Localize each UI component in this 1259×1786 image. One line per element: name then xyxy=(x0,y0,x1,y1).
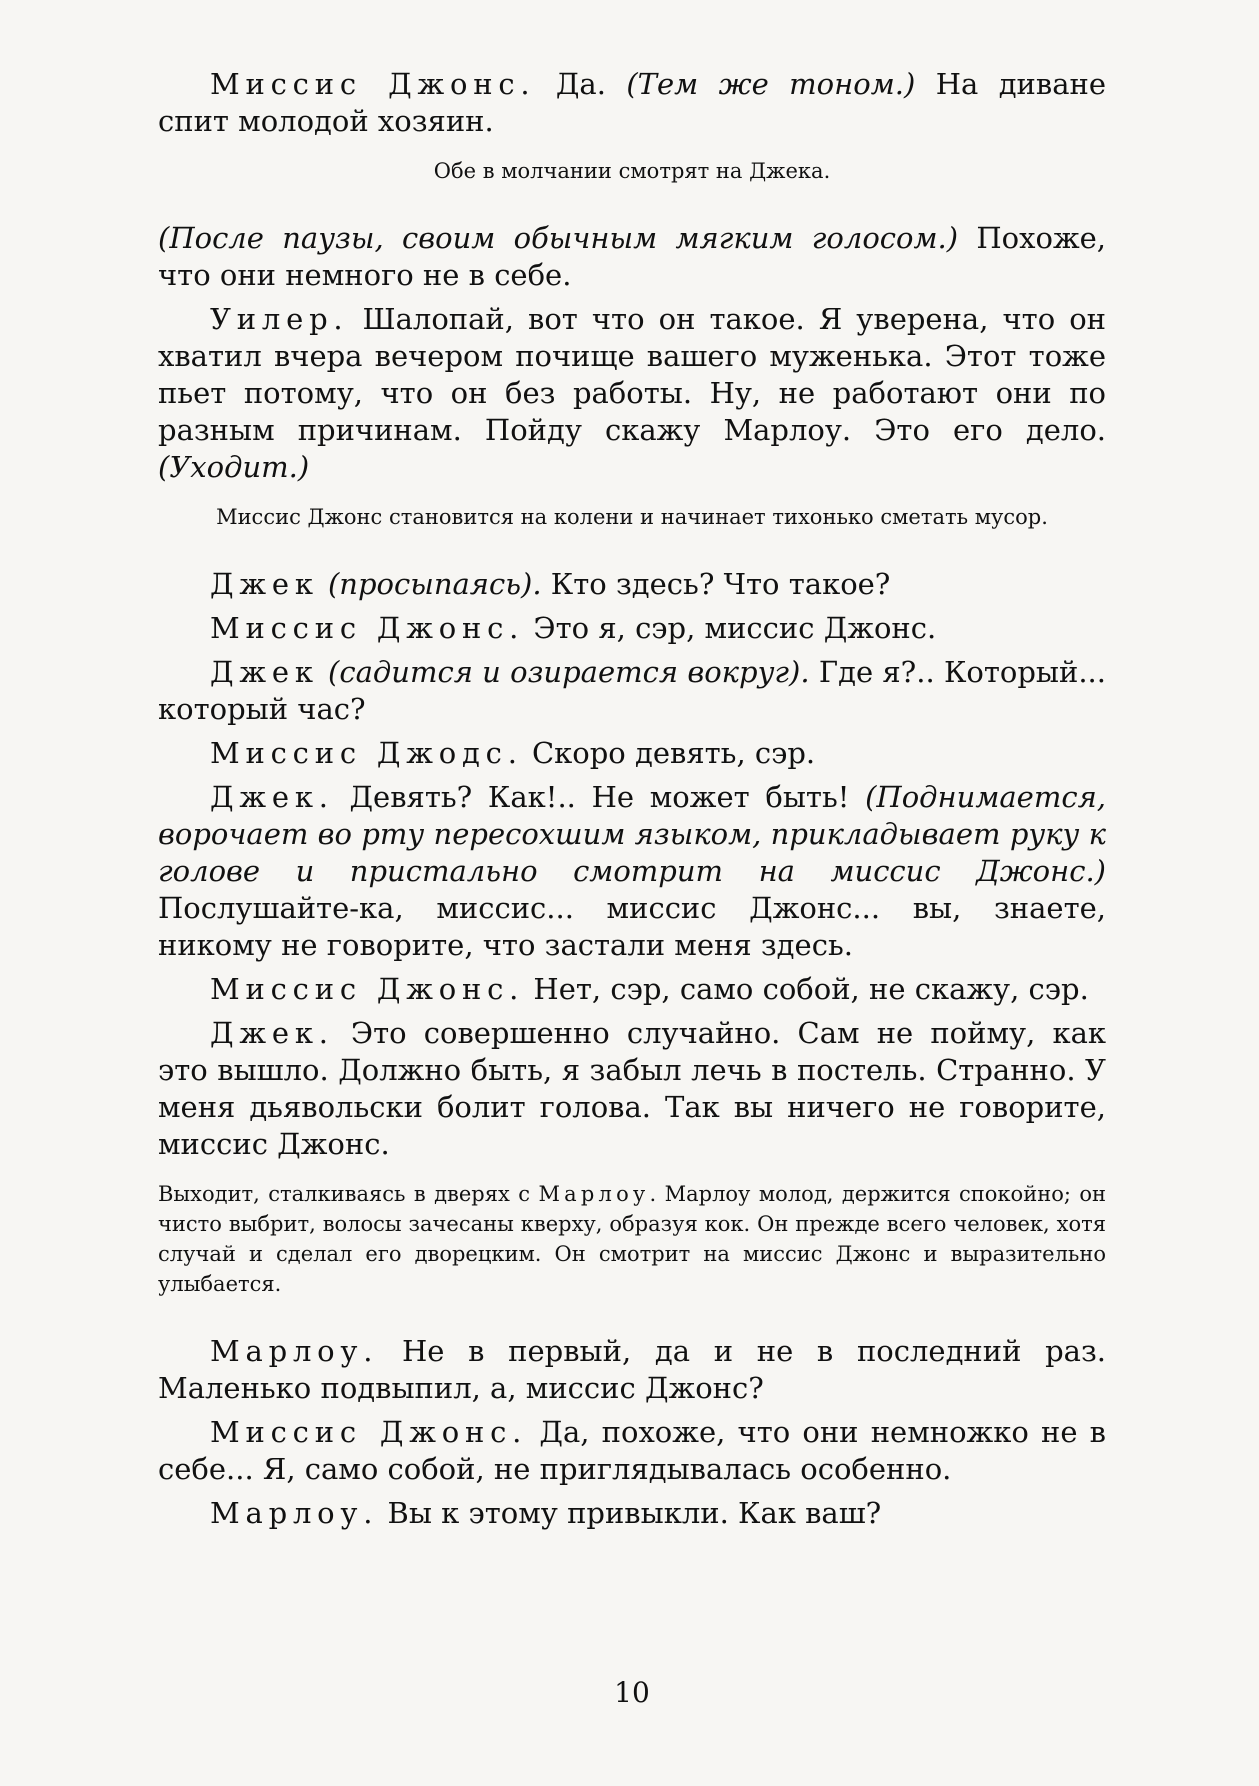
speaker-name: Джек xyxy=(210,655,319,689)
stage-remark: (Тем же тоном.) xyxy=(626,67,916,101)
dialogue-text: Да, похоже, что они немножко не в себе... Я, само собой, не приглядывалась особенно. xyxy=(158,1415,1107,1486)
stage-direction-block xyxy=(158,1179,1106,1299)
stage-direction-block xyxy=(158,156,1106,186)
stage-remark: (Поднимается, ворочает во рту пересохшим языком, прикладывает руку к голове и пристально смотрит на миссис Джонс.) xyxy=(158,780,1106,888)
dialogue-line xyxy=(158,66,1106,140)
dialogue-text: Шалопай, вот что он такое. Я уверена, что он хватил вчера вечером почище вашего муженька. Этот тоже пьет потому, что он без работы. Ну, не работают они по разным причинам. Пойду скажу Марлоу. Это его дело. xyxy=(158,302,1106,447)
stage-direction-block xyxy=(158,502,1106,532)
dialogue-line xyxy=(158,301,1106,486)
speaker-name: Миссис Джонс. xyxy=(210,67,536,101)
dialogue-text: Обе в молчании смотрят на Джека. xyxy=(433,159,831,183)
stage-remark: (просыпаясь). xyxy=(327,567,542,601)
speaker-name: Марлоу. xyxy=(210,1496,379,1530)
speaker-name: Миссис Джонс. xyxy=(210,611,525,645)
dialogue-text: Кто здесь? Что такое? xyxy=(541,567,891,601)
dialogue-text: Похоже, что они немного не в себе. xyxy=(158,221,1107,292)
stage-direction xyxy=(158,502,1106,532)
dialogue-text: . Марлоу молод, держится спокойно; он чисто выбрит, волосы зачесаны кверху, образуя кок. Он прежде всего человек, хотя случай и сделал его дворецким. Он смотрит на миссис Джонс и выразительно улыбается. xyxy=(158,1182,1106,1296)
speaker-name: Миссис Джодс. xyxy=(210,736,523,770)
dialogue-text: Где я?.. Который... который час? xyxy=(158,655,1106,726)
dialogue-text: Это совершенно случайно. Сам не пойму, как это вышло. Должно быть, я забыл лечь в постель. Странно. У меня дьявольски болит голова. Так вы ничего не говорите, миссис Джонс. xyxy=(158,1016,1106,1161)
speaker-name: Джек. xyxy=(210,1016,334,1050)
dialogue-line xyxy=(158,220,1106,294)
speaker-name: Миссис Джонс. xyxy=(210,1415,528,1449)
dialogue-line xyxy=(158,654,1106,728)
speaker-name: Джек. xyxy=(210,780,334,814)
dialogue-text: Девять? Как!.. Не может быть! xyxy=(333,780,866,814)
dialogue-text: Скоро девять, сэр. xyxy=(522,736,816,770)
dialogue-text: Вы к этому привыкли. Как ваш? xyxy=(378,1496,882,1530)
page-number: 10 xyxy=(614,1676,650,1709)
dialogue-line xyxy=(158,779,1106,964)
speaker-name: Уилер. xyxy=(210,302,349,336)
dialogue-text: Миссис Джонс становится на колени и начинает тихонько сметать мусор. xyxy=(216,505,1048,529)
dialogue-line xyxy=(158,1333,1106,1407)
dialogue-line xyxy=(158,566,1106,603)
book-page xyxy=(158,66,1106,1716)
dialogue-text: Не в первый, да и не в последний раз. Маленько подвыпил, а, миссис Джонс? xyxy=(158,1334,1106,1405)
dialogue-text: Марлоу xyxy=(538,1182,650,1206)
stage-remark: (После паузы, своим обычным мягким голосом.) xyxy=(158,221,959,255)
dialogue-text: Да. xyxy=(535,67,627,101)
dialogue-text: Выходит, сталкиваясь в дверях с xyxy=(158,1182,539,1206)
stage-remark: (садится и озирается вокруг). xyxy=(328,655,810,689)
stage-direction xyxy=(158,1179,1106,1299)
dialogue-line xyxy=(158,1015,1106,1163)
dialogue-line xyxy=(158,1495,1106,1532)
stage-remark: (Уходит.) xyxy=(158,450,310,484)
dialogue-text: Послушайте-ка, миссис... миссис Джонс... вы, знаете, никому не говорите, что застали меня здесь. xyxy=(158,891,1106,962)
page-text xyxy=(158,66,1106,1532)
dialogue-line xyxy=(158,735,1106,772)
dialogue-text: Нет, сэр, само собой, не скажу, сэр. xyxy=(524,972,1089,1006)
dialogue-text xyxy=(319,567,328,601)
stage-direction xyxy=(158,156,1106,186)
dialogue-text xyxy=(319,655,328,689)
dialogue-text: На диване спит молодой хозяин. xyxy=(158,67,1106,138)
speaker-name: Марлоу. xyxy=(210,1334,379,1368)
dialogue-text: Это я, сэр, миссис Джонс. xyxy=(524,611,937,645)
speaker-name: Миссис Джонс. xyxy=(210,972,525,1006)
speaker-name: Джек xyxy=(210,567,319,601)
dialogue-line xyxy=(158,971,1106,1008)
dialogue-line xyxy=(158,610,1106,647)
dialogue-line xyxy=(158,1414,1106,1488)
